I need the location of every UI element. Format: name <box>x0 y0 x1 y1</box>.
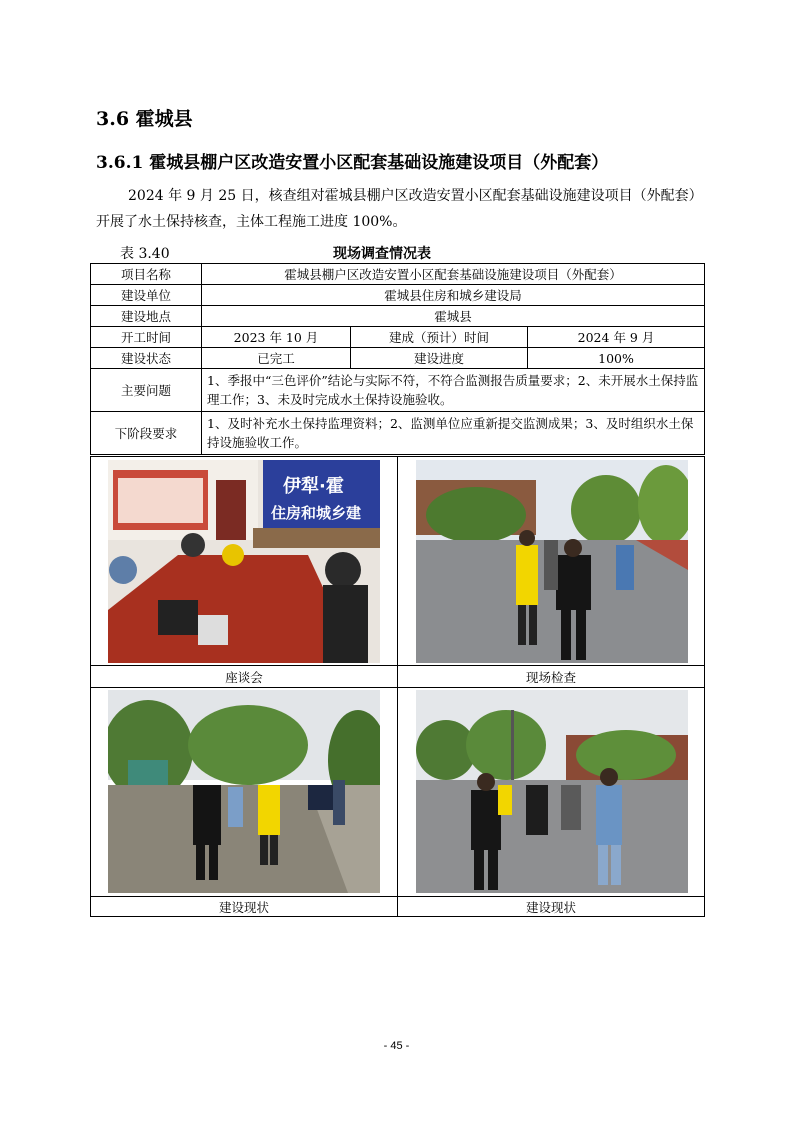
table-row <box>91 285 705 306</box>
table-row <box>91 264 705 285</box>
photo-caption: 座谈会 <box>225 670 263 685</box>
progress-label: 建设进度 <box>351 348 528 369</box>
table-row <box>91 369 705 412</box>
intro-paragraph: 2024 年 9 月 25 日，核查组对霍城县棚户区改造安置小区配套基础设施建设项目（外配套）开展了水土保持核查，主体工程施工进度 100%。 <box>96 188 696 230</box>
sign-text-1: 伊犁·霍 <box>283 476 344 497</box>
subsection-title: 3.6.1 霍城县棚户区改造安置小区配套基础设施建设项目（外配套） <box>96 153 609 173</box>
issues-label: 主要问题 <box>91 369 202 412</box>
photo-construction-status-1 <box>108 690 380 893</box>
builder-label: 建设单位 <box>91 285 202 306</box>
table-number: 表 3.40 <box>120 246 170 262</box>
table-title: 现场调查情况表 <box>333 246 431 262</box>
location-value: 霍城县 <box>202 306 705 327</box>
photo-caption: 建设现状 <box>525 900 576 915</box>
table-row <box>91 348 705 369</box>
finish-value: 2024 年 9 月 <box>528 327 705 348</box>
finish-label: 建成（预计）时间 <box>351 327 528 348</box>
status-value: 已完工 <box>202 348 351 369</box>
next-stage-value: 1、及时补充水土保持监理资料；2、监测单位应重新提交监测成果；3、及时组织水土保持设施验收工作。 <box>202 412 705 455</box>
photo-caption: 现场检查 <box>525 670 576 685</box>
sign-text-2: 住房和城乡建 <box>271 504 362 522</box>
table-row <box>91 412 705 455</box>
start-value: 2023 年 10 月 <box>202 327 351 348</box>
issues-value: 1、季报中“三色评价”结论与实际不符，不符合监测报告质量要求；2、未开展水土保持监理工作；3、未及时完成水土保持设施验收。 <box>202 369 705 412</box>
location-label: 建设地点 <box>91 306 202 327</box>
progress-value: 100% <box>528 348 705 369</box>
photo-caption: 建设现状 <box>218 900 269 915</box>
grid-divider <box>91 665 704 666</box>
grid-divider <box>91 896 704 897</box>
section-title: 3.6 霍城县 <box>96 108 193 130</box>
project-name-label: 项目名称 <box>91 264 202 285</box>
photo-meeting <box>108 460 380 663</box>
builder-value: 霍城县住房和城乡建设局 <box>202 285 705 306</box>
photo-grid <box>90 456 705 917</box>
next-stage-label: 下阶段要求 <box>91 412 202 455</box>
grid-divider <box>91 687 704 688</box>
photo-site-inspection <box>416 460 688 663</box>
start-label: 开工时间 <box>91 327 202 348</box>
survey-table <box>90 263 705 455</box>
status-label: 建设状态 <box>91 348 202 369</box>
table-row <box>91 327 705 348</box>
page-number: - 45 - <box>383 1040 410 1052</box>
table-row <box>91 306 705 327</box>
project-name-value: 霍城县棚户区改造安置小区配套基础设施建设项目（外配套） <box>202 264 705 285</box>
photo-construction-status-2 <box>416 690 688 893</box>
